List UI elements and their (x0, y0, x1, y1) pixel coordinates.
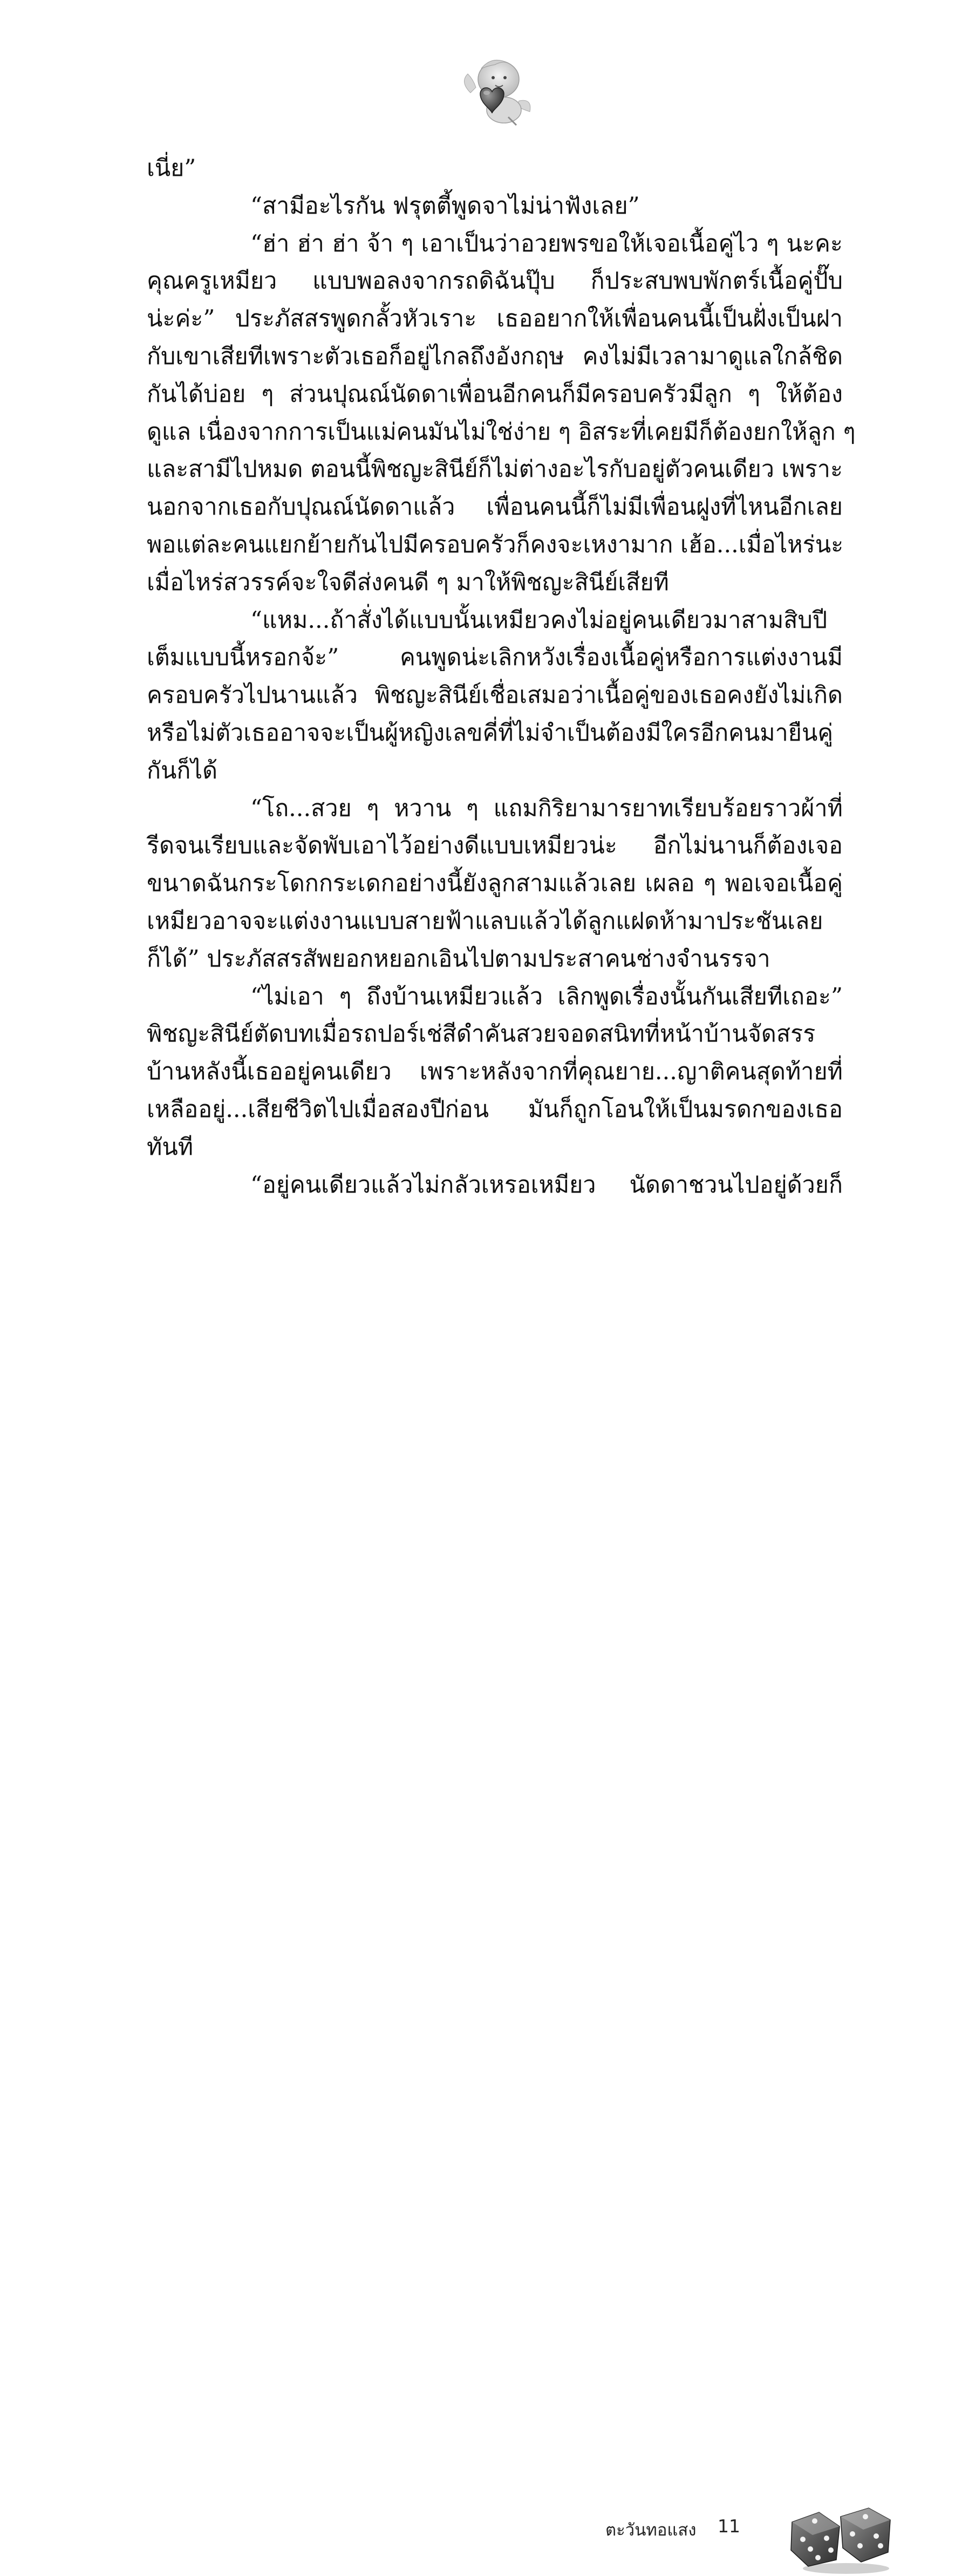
text-line: “ฮ่า ฮ่า ฮ่า จ้า ๆ เอาเป็นว่าอวยพรขอให้เจอเนื้อคู่ไว ๆ นะคะ (250, 230, 843, 257)
text-line: เนี่ย” (147, 155, 196, 182)
text-line: ขนาดฉันกระโดกกระเดกอย่างนี้ยังลูกสามแล้วเลย เผลอ ๆ พอเจอเนื้อคู่ (147, 870, 843, 898)
text-line: คุณครูเหมียว แบบพอลงจากรถดิฉันปุ๊บ ก็ประสบพบพักตร์เนื้อคู่ปั๊บ (147, 268, 843, 295)
text-line: น่ะค่ะ” ประภัสสรพูดกลั้วหัวเราะ เธออยากให้เพื่อนคนนี้เป็นฝั่งเป็นฝา (147, 305, 843, 333)
text-line: “อยู่คนเดียวแล้วไม่กลัวเหรอเหมียว นัดดาชวนไปอยู่ด้วยก็ (250, 1171, 843, 1198)
text-line: รีดจนเรียบและจัดพับเอาไว้อย่างดีแบบเหมียวน่ะ อีกไม่นานก็ต้องเจอ (147, 832, 843, 860)
text-line: ครอบครัวไปนานแล้ว พิชญะสินีย์เชื่อเสมอว่าเนื้อคู่ของเธอคงยังไม่เกิด (147, 682, 843, 709)
text-line: กันก็ได้ (147, 757, 218, 784)
text-line: และสามีไปหมด ตอนนี้พิชญะสินีย์ก็ไม่ต่างอะไรกับอยู่ตัวคนเดียว เพราะ (147, 456, 843, 483)
text-line: “แหม...ถ้าสั่งได้แบบนั้นเหมียวคงไม่อยู่คนเดียวมาสามสิบปี (250, 606, 828, 634)
text-line: เหมียวอาจจะแต่งงานแบบสายฟ้าแลบแล้วได้ลูกแฝดห้ามาประชันเลย (147, 907, 823, 935)
body-text (147, 150, 856, 1204)
page-footer (0, 1257, 962, 2540)
cupid-heart-icon (454, 50, 535, 131)
text-line: “สามีอะไรกัน ฟรุตตี้พูดจาไม่น่าฟังเลย” (250, 192, 640, 220)
text-line: กันได้บ่อย ๆ ส่วนปุณณ์นัดดาเพื่อนอีกคนก็มีครอบครัวมีลูก ๆ ให้ต้อง (147, 380, 843, 408)
text-line: เหลืออยู่...เสียชีวิตไปเมื่อสองปีก่อน มันก็ถูกโอนให้เป็นมรดกของเธอ (147, 1095, 843, 1123)
text-line: กับเขาเสียทีเพราะตัวเธอก็อยู่ไกลถึงอังกฤษ คงไม่มีเวลามาดูแลใกล้ชิด (147, 342, 843, 370)
text-line: “โถ...สวย ๆ หวาน ๆ แถมกิริยามารยาทเรียบร้อยราวผ้าที่ (250, 794, 843, 822)
running-title: ตะวันทอแสง (605, 2520, 697, 2540)
page-number: 11 (718, 2516, 740, 2537)
text-line: ทันที (147, 1133, 194, 1161)
dice-icon (787, 2500, 895, 2576)
text-line: ดูแล เนื่องจากการเป็นแม่คนมันไม่ใช่ง่าย ๆ อิสระที่เคยมีก็ต้องยกให้ลูก ๆ (147, 418, 856, 446)
text-line: บ้านหลังนี้เธออยู่คนเดียว เพราะหลังจากที่คุณยาย...ญาติคนสุดท้ายที่ (147, 1058, 843, 1086)
text-line: นอกจากเธอกับปุณณ์นัดดาแล้ว เพื่อนคนนี้ก็ไม่มีเพื่อนฝูงที่ไหนอีกเลย (147, 494, 843, 521)
text-line: เมื่อไหร่สวรรค์จะใจดีส่งคนดี ๆ มาให้พิชญะสินีย์เสียที (147, 568, 669, 596)
text-line: เต็มแบบนี้หรอกจ้ะ” คนพูดน่ะเลิกหวังเรื่องเนื้อคู่หรือการแต่งงานมี (147, 644, 843, 672)
text-line: ก็ได้” ประภัสสรสัพยอกหยอกเอินไปตามประสาคนช่างจำนรรจา (147, 945, 770, 972)
text-line: หรือไม่ตัวเธออาจจะเป็นผู้หญิงเลขคี่ที่ไม่จำเป็นต้องมีใครอีกคนมายืนคู่ (147, 719, 834, 746)
text-line: “ไม่เอา ๆ ถึงบ้านเหมียวแล้ว เลิกพูดเรื่องนั้นกันเสียทีเถอะ” (250, 983, 843, 1010)
text-line: พิชญะสินีย์ตัดบทเมื่อรถปอร์เช่สีดำคันสวยจอดสนิทที่หน้าบ้านจัดสรร (147, 1020, 816, 1048)
text-line: พอแต่ละคนแยกย้ายกันไปมีครอบครัวก็คงจะเหงามาก เฮ้อ...เมื่อไหร่นะ (147, 531, 844, 558)
